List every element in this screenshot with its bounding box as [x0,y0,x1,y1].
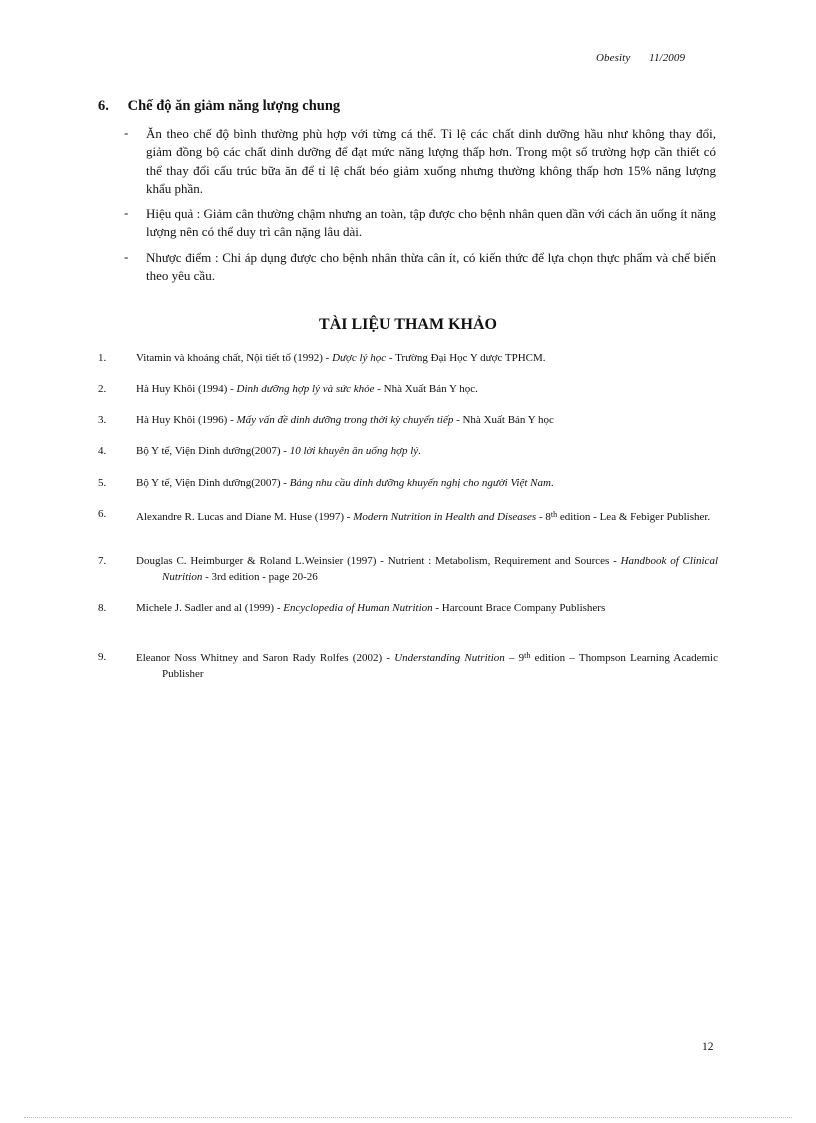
reference-number: 6. [98,508,107,520]
reference-number: 5. [98,477,107,489]
references-title-text: TÀI LIỆU THAM KHẢO [319,316,497,333]
reference-text: Bộ Y tế, Viện Dinh dưỡng(2007) - 10 lời khuyên ăn uống hợp lý. [136,445,421,457]
reference-number: 3. [98,414,107,426]
section-number: 6. [98,98,109,114]
reference-number: 2. [98,383,107,395]
reference-number: 7. [98,555,107,567]
reference-item [98,382,718,398]
bullet-item [124,205,716,242]
page-bottom-divider [24,1117,792,1118]
reference-text: Michele J. Sadler and al (1999) - Encyclopedia of Human Nutrition - Harcount Brace Company Publishers [136,602,606,614]
reference-item [98,351,718,367]
bullet-dash: - [124,248,129,264]
reference-item [98,648,718,682]
section-heading [98,98,340,115]
bullet-dash: - [124,125,129,140]
reference-item [98,476,718,492]
bullet-dash: - [124,205,129,221]
running-header [596,52,685,64]
reference-text: Hà Huy Khôi (1994) - Dinh dưỡng hợp lý và sức khỏe - Nhà Xuất Bản Y học. [136,383,478,395]
reference-text: Alexandre R. Lucas and Diane M. Huse (1997) - Modern Nutrition in Health and Diseases - 8th edition - Lea & Febiger Publisher. [136,510,711,523]
header-date: 11/2009 [649,52,686,64]
page-number: 12 [702,1041,714,1053]
reference-text: Vitamin và khoáng chất, Nội tiết tố (1992) - Dược lý học - Trường Đại Học Y dược TPHCM. [136,352,546,364]
reference-item [98,413,718,429]
bullet-text: Hiệu quả : Giảm cân thường chậm nhưng an toàn, tập được cho bệnh nhân quen dần với cách ăn uống ít năng lượng nên có thể duy trì cân nặng lâu dài. [146,206,716,240]
reference-text: Hà Huy Khôi (1996) - Mấy vấn đề dinh dưỡng trong thời kỳ chuyển tiếp - Nhà Xuất Bản Y học [136,414,554,426]
reference-number: 8. [98,602,107,614]
bullet-item [124,125,716,198]
section-title: Chế độ ăn giảm năng lượng chung [127,98,341,114]
reference-text: Eleanor Noss Whitney and Saron Rady Rolfes (2002) - Understanding Nutrition – 9th edition – Thompson Learning Academic Publisher [136,651,718,680]
bullet-text: Nhược điểm : Chỉ áp dụng được cho bệnh nhân thừa cân ít, có kiến thức để lựa chọn thực phẩm và chế biến theo yêu cầu. [146,249,716,284]
reference-item [98,601,718,617]
bullet-text: Ăn theo chế độ bình thường phù hợp với từng cá thể. Tỉ lệ các chất dinh dưỡng hầu như không thay đổi, giảm đồng bộ các chất dinh dưỡng để đạt mức năng lượng thấp hơn. Trong một số trường hợp cần thiết có thể thay đổi cấu trúc bữa ăn để tỉ lệ chất béo giảm xuống nhưng thường không thấp hơn 15% năng lượng khẩu phần. [146,126,716,196]
reference-number: 4. [98,445,107,457]
reference-item [98,444,718,460]
reference-number: 9. [98,651,107,663]
reference-text: Bộ Y tế, Viện Dinh dưỡng(2007) - Bảng nhu cầu dinh dưỡng khuyến nghị cho người Việt Nam. [136,477,554,489]
references-heading [0,316,816,334]
reference-text: Douglas C. Heimburger & Roland L.Weinsier (1997) - Nutrient : Metabolism, Requirement and Sources - Handbook of Clinical Nutrition - 3rd edition - page 20-26 [136,555,718,583]
reference-number: 1. [98,352,107,364]
reference-item [98,507,718,526]
reference-item [98,554,718,585]
header-topic: Obesity [596,52,631,64]
section-bullets [124,125,716,292]
bullet-item [124,249,716,286]
